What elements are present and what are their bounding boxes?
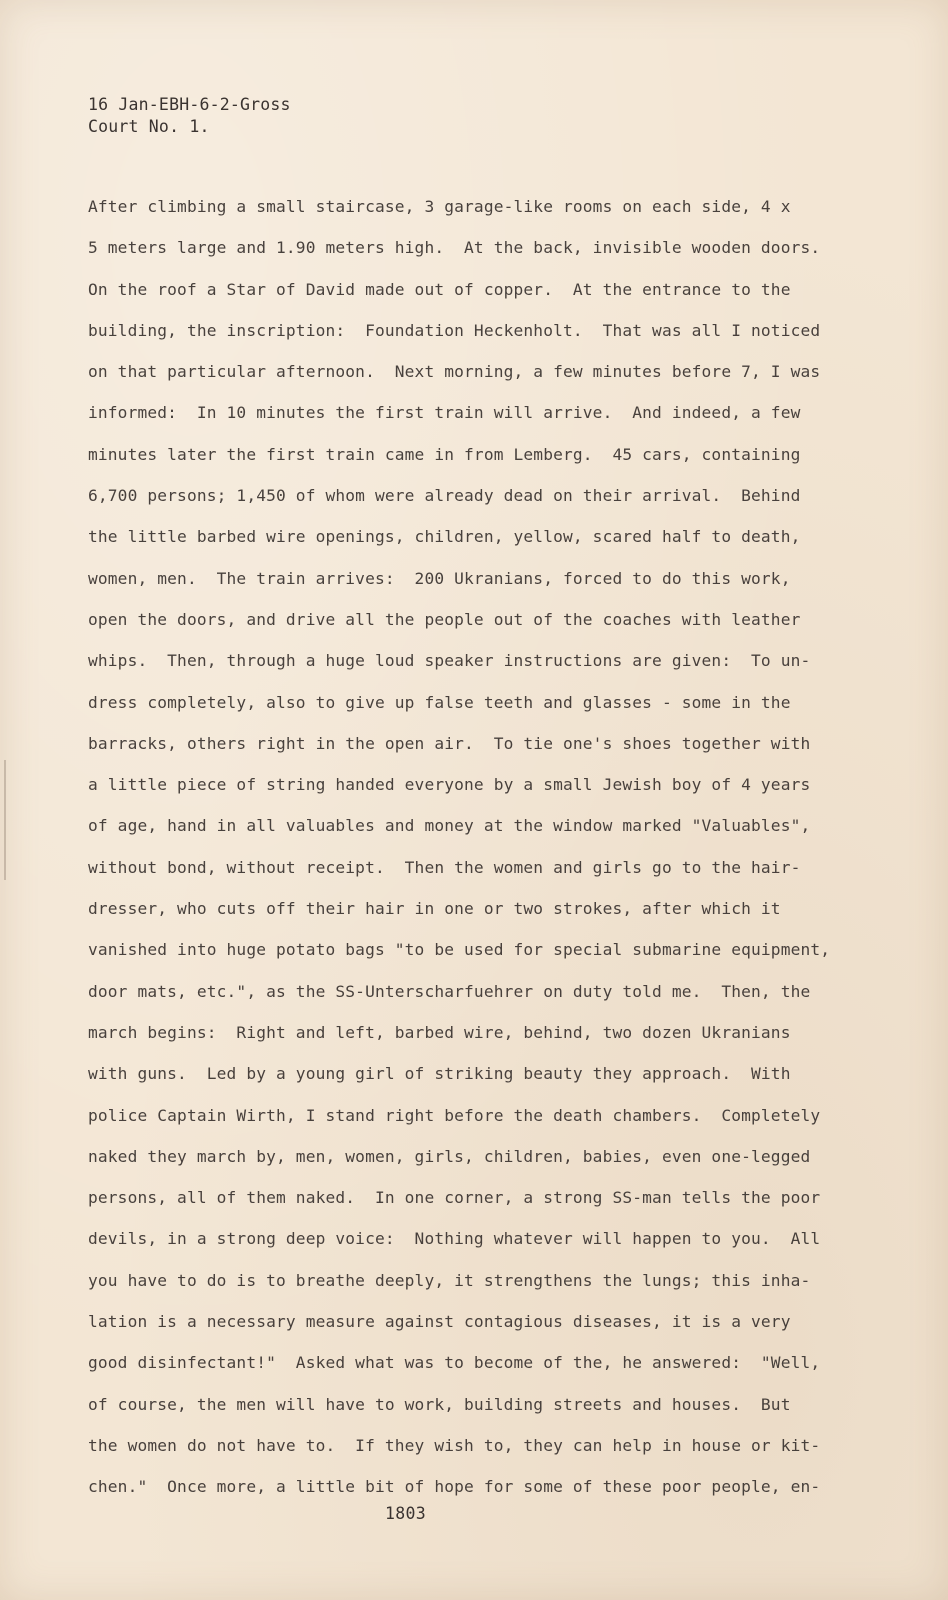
text-line: of age, hand in all valuables and money at the window marked "Valuables", (88, 816, 811, 836)
text-line: lation is a necessary measure against contagious diseases, it is a very (88, 1312, 791, 1332)
text-line: dresser, who cuts off their hair in one or two strokes, after which it (88, 899, 781, 919)
text-line: on that particular afternoon. Next morning, a few minutes before 7, I was (88, 362, 821, 382)
text-line: dress completely, also to give up false teeth and glasses - some in the (88, 692, 791, 712)
text-line: vanished into huge potato bags "to be used for special submarine equipment, (88, 940, 831, 960)
document-header (88, 94, 291, 138)
text-line: building, the inscription: Foundation Heckenholt. That was all I noticed (88, 320, 821, 340)
page-number: 1803 (385, 1504, 426, 1523)
text-line: open the doors, and drive all the people out of the coaches with leather (88, 609, 801, 629)
text-line: On the roof a Star of David made out of copper. At the entrance to the (88, 279, 791, 299)
text-line: the women do not have to. If they wish to, they can help in house or kit- (88, 1435, 821, 1455)
text-line: a little piece of string handed everyone by a small Jewish boy of 4 years (88, 775, 811, 795)
text-line: After climbing a small staircase, 3 garage-like rooms on each side, 4 x (88, 197, 791, 216)
text-line: good disinfectant!" Asked what was to become of the, he answered: "Well, (88, 1353, 821, 1373)
text-line: whips. Then, through a huge loud speaker instructions are given: To un- (88, 651, 811, 671)
header-reference: 16 Jan-EBH-6-2-Gross (88, 95, 291, 114)
text-line: you have to do is to breathe deeply, it strengthens the lungs; this inha- (88, 1270, 811, 1290)
text-line: chen." Once more, a little bit of hope for some of these poor people, en- (88, 1477, 821, 1497)
text-line: naked they march by, men, women, girls, children, babies, even one-legged (88, 1146, 811, 1166)
text-line: women, men. The train arrives: 200 Ukranians, forced to do this work, (88, 568, 791, 588)
text-line: march begins: Right and left, barbed wire, behind, two dozen Ukranians (88, 1022, 791, 1042)
text-line: 6,700 persons; 1,450 of whom were already dead on their arrival. Behind (88, 486, 801, 506)
text-line: barracks, others right in the open air. To tie one's shoes together with (88, 733, 811, 753)
text-line: of course, the men will have to work, building streets and houses. But (88, 1394, 791, 1414)
text-line: police Captain Wirth, I stand right before the death chambers. Completely (88, 1105, 821, 1125)
text-line: persons, all of them naked. In one corner, a strong SS-man tells the poor (88, 1188, 821, 1208)
text-line: the little barbed wire openings, children, yellow, scared half to death, (88, 527, 801, 547)
text-line: without bond, without receipt. Then the women and girls go to the hair- (88, 857, 801, 877)
text-line: 5 meters large and 1.90 meters high. At the back, invisible wooden doors. (88, 238, 821, 258)
text-line: with guns. Led by a young girl of striking beauty they approach. With (88, 1064, 791, 1084)
header-court: Court No. 1. (88, 117, 210, 136)
text-line: devils, in a strong deep voice: Nothing whatever will happen to you. All (88, 1229, 821, 1249)
text-line: door mats, etc.", as the SS-Unterscharfuehrer on duty told me. Then, the (88, 981, 811, 1001)
text-line: informed: In 10 minutes the first train will arrive. And indeed, a few (88, 403, 801, 423)
page-edge-mark (4, 760, 6, 880)
text-line: minutes later the first train came in from Lemberg. 45 cars, containing (88, 444, 801, 464)
document-body (88, 196, 888, 1518)
